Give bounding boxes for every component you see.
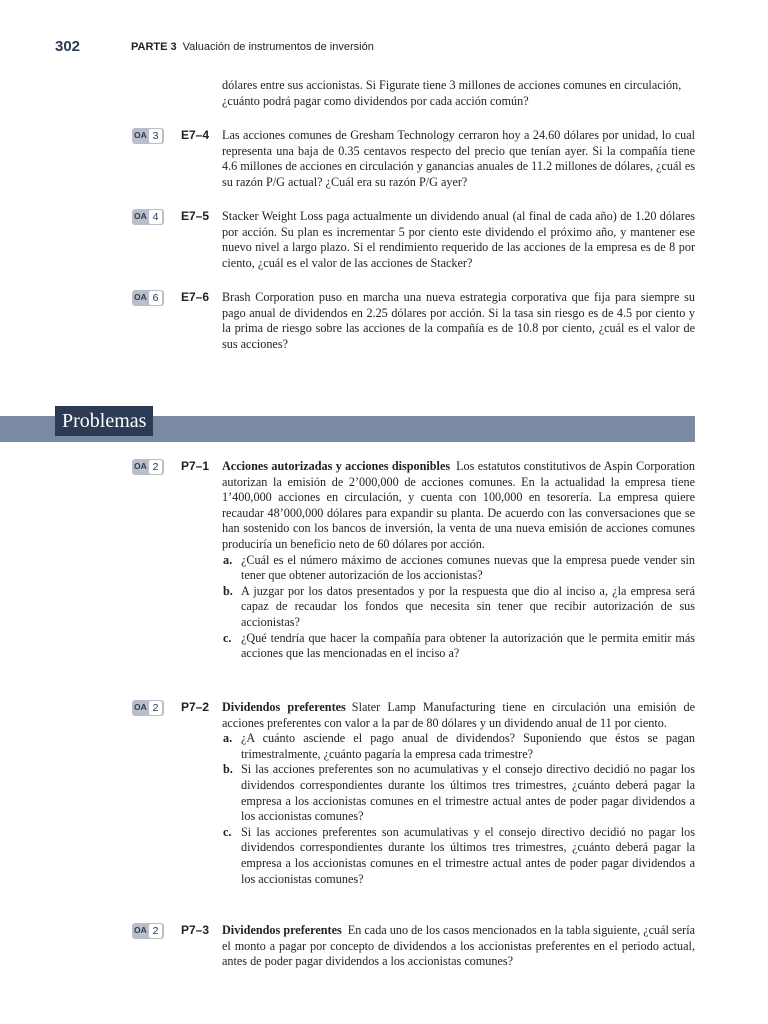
- page-number: 302: [55, 38, 81, 55]
- learning-objective-badge: OA 6: [132, 290, 164, 306]
- problem-title: Dividendos preferentes: [222, 700, 346, 714]
- exercise-text: Las acciones comunes de Gresham Technology cerraron hoy a 24.60 dólares por unidad, lo cual representa una baja de 0.35 centavos respecto del precio que tenían ayer. Si la compañía tiene 4.6 millones de acciones en circulación y ganancias anuales de 11.2 millones de dólares, ¿cuál es su razón P/G actual? ¿Cuál era su razón P/G ayer?: [222, 128, 695, 189]
- part-label: PARTE 3: [131, 41, 177, 53]
- problem-text: Slater Lamp Manufacturing tiene en circulación una emisión de acciones preferentes con valor a la par de 80 dólares y un dividendo anual de 11 por ciento.: [222, 700, 695, 730]
- part-title: Valuación de instrumentos de inversión: [182, 41, 374, 53]
- problem-text: Los estatutos constitutivos de Aspin Corporation autorizan la emisión de 2’000,000 de acciones comunes. En la actualidad la empresa tiene 1’400,000 acciones en circulación, y cuenta con 100,000 en tesorería. La empresa quiere recaudar 48’000,000 dólares para expandir su planta. De acuerdo con las conversaciones que se han sostenido con los bancos de inversión, la venta de una nueva emisión de acciones comunes produciría un beneficio neto de 60 dólares por acción.: [222, 459, 695, 551]
- problem-code: P7–3: [181, 923, 210, 937]
- problem-item: c. Si las acciones preferentes son acumulativas y el consejo directivo decidió no pagar los dividendos correspondientes durante los últimos tres trimestres, ¿cuánto deberá pagar la empresa a los accionistas comunes en el trimestre actual antes de poder pagar dividendos a los accionistas comunes?: [223, 824, 695, 886]
- problem-statement: [222, 700, 695, 731]
- problem-body: [222, 923, 695, 970]
- continuation-paragraph: dólares entre sus accionistas. Si Figurate tiene 3 millones de acciones comunes en circulación, ¿cuánto podrá pagar como dividendos por cada acción común?: [222, 78, 682, 108]
- problem-text: En cada uno de los casos mencionados en la tabla siguiente, ¿cuál sería el monto a pagar por concepto de dividendos a los accionistas preferentes en el periodo actual, antes de poder pagar dividendos a los accionistas comunes?: [222, 923, 695, 969]
- problem-code: P7–1: [181, 459, 210, 473]
- section-title: Problemas: [55, 406, 153, 436]
- problem-item: c. ¿Qué tendría que hacer la compañía para obtener la autorización que le permita emitir más acciones que las mencionadas en el inciso a?: [223, 630, 695, 661]
- problem-title: Acciones autorizadas y acciones disponibles: [222, 459, 451, 473]
- problem-item: b. A juzgar por los datos presentados y por la respuesta que dio al inciso a, ¿la empresa será capaz de recaudar los fondos que necesita sin tener que recibir autorización de sus accionistas?: [223, 583, 695, 629]
- exercise-text: Stacker Weight Loss paga actualmente un dividendo anual (al final de cada año) de 1.20 dólares por acción. Su plan es incrementar 5 por ciento este dividendo el próximo año, y mantener ese nuevo nivel a largo plazo. Si el rendimiento requerido de las acciones de la empresa es de 8 por ciento, ¿cuál es el valor de las acciones de Stacker?: [222, 209, 695, 270]
- problem-body: [222, 700, 695, 887]
- problem-item: a. ¿Cuál es el número máximo de acciones comunes nuevas que la empresa puede vender sin tener que obtener autorización de los accionistas?: [223, 552, 695, 583]
- learning-objective-badge: OA 3: [132, 128, 164, 144]
- exercise-text: Brash Corporation puso en marcha una nueva estrategia corporativa que fija para siempre su pago anual de dividendos en 2.25 dólares por acción. Si la tasa sin riesgo es de 4.5 por ciento y la prima de riesgo sobre las acciones de la compañía es de 10.8 por ciento, ¿cuál es el valor de sus acciones?: [222, 290, 695, 351]
- exercise-code: E7–4: [181, 128, 210, 142]
- problem-title: Dividendos preferentes: [222, 923, 342, 937]
- problem-body: [222, 459, 695, 662]
- learning-objective-badge: OA 2: [132, 459, 164, 475]
- problem-item: a. ¿A cuánto asciende el pago anual de dividendos? Suponiendo que éstos se pagan trimestralmente, ¿cuánto pagaría la empresa cada trimestre?: [223, 731, 695, 761]
- problem-code: P7–2: [181, 700, 210, 714]
- learning-objective-badge: OA 2: [132, 923, 164, 939]
- exercise-code: E7–5: [181, 209, 210, 223]
- part-heading: [131, 41, 374, 53]
- problem-statement: [222, 923, 695, 970]
- page-header: [55, 38, 715, 56]
- learning-objective-badge: OA 2: [132, 700, 164, 716]
- learning-objective-badge: OA 4: [132, 209, 164, 225]
- exercise-code: E7–6: [181, 290, 210, 304]
- problem-item: b. Si las acciones preferentes son no acumulativas y el consejo directivo decidió no pagar los dividendos correspondientes durante los últimos tres trimestres, ¿cuánto deberá pagar la empresa a los accionistas comunes en el trimestre actual antes de poder pagar dividendos a los accionistas comunes?: [223, 762, 695, 824]
- problem-statement: [222, 459, 695, 553]
